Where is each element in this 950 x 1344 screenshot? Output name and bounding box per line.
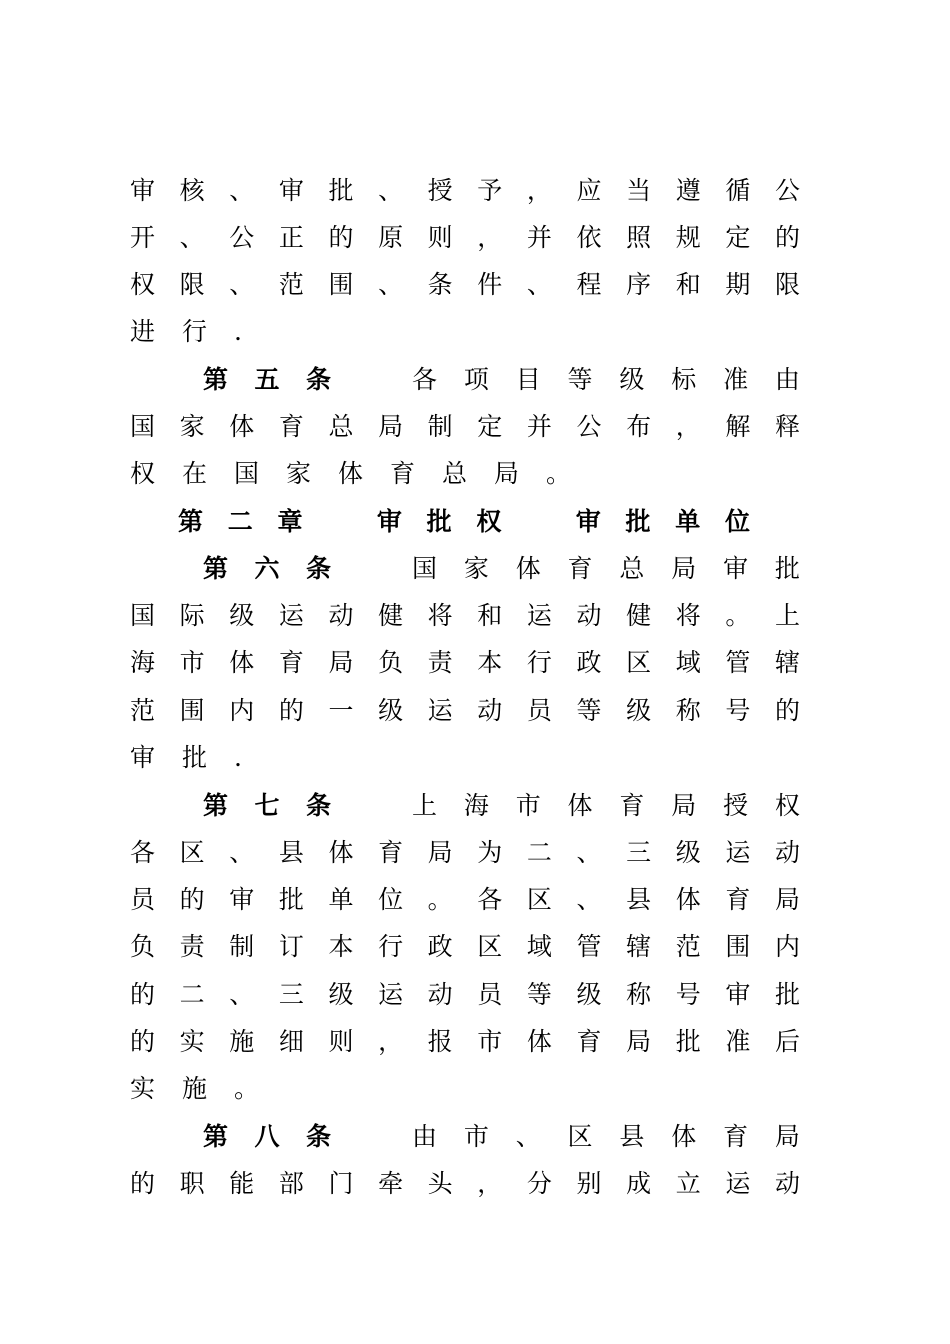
char: 第 [203,791,229,820]
text-line: 的二、三级运动员等级称号审批 [130,980,800,1009]
char: 级 [619,365,645,394]
char: 国 [412,554,438,583]
char: 权 [774,791,800,820]
char: 体 [515,554,541,583]
char: 八 [254,1122,280,1151]
char: 由 [412,1122,438,1151]
text-line: 国家体育总局制定并公布，解释 [130,412,800,441]
char: 标 [671,365,697,394]
text-line: 的职能部门牵头，分别成立运动 [130,1169,800,1198]
char: 家 [463,554,489,583]
char: 授 [723,791,749,820]
text-line: 范围内的一级运动员等级称号的 [130,696,800,725]
char: 总 [619,554,645,583]
text-line: 员的审批单位。各区、县体育局 [130,885,800,914]
article-7-heading-line [203,782,800,829]
char: 局 [774,1122,800,1151]
char: 等 [567,365,593,394]
char: 区 [567,1122,593,1151]
text-line: 负责制订本行政区域管辖范围内 [130,932,800,961]
article-5-heading-line [203,356,800,403]
article-6-heading-line [203,545,800,592]
char: 第 [203,554,229,583]
char: 育 [723,1122,749,1151]
char: 第 [203,365,229,394]
char: 条 [305,554,331,583]
char: 体 [671,1122,697,1151]
char: 县 [619,1122,645,1151]
text-line: 权限、范围、条件、程序和期限 [130,270,800,299]
char: 海 [463,791,489,820]
char: 六 [254,554,280,583]
text-line: 开、公正的原则，并依照规定的 [130,223,800,252]
char: 局 [671,554,697,583]
char: 体 [567,791,593,820]
char: 五 [254,365,280,394]
char: 项 [463,365,489,394]
text-line: 实施。 [130,1074,287,1103]
char: 条 [305,365,331,394]
char: 市 [515,791,541,820]
article-6-label [203,545,331,592]
chapter-2-heading: 第二章 审批权 审批单位 [178,507,750,536]
char: 七 [254,791,280,820]
char: 由 [774,365,800,394]
text-line: 的实施细则，报市体育局批准后 [130,1027,800,1056]
article-8-label [203,1113,331,1160]
text-line: 海市体育局负责本行政区域管辖 [130,648,800,677]
char: 条 [305,791,331,820]
char: 市 [463,1122,489,1151]
text-line: 权在国家体育总局。 [130,459,599,488]
char: 上 [412,791,438,820]
char: 第 [203,1122,229,1151]
article-5-label [203,356,331,403]
char: 、 [515,1122,541,1151]
char: 准 [723,365,749,394]
text-line: 审核、审批、授予，应当遵循公 [130,176,800,205]
char: 目 [515,365,541,394]
article-8-first-line [412,1113,800,1160]
article-7-first-line [412,782,800,829]
char: 局 [671,791,697,820]
char: 批 [774,554,800,583]
article-7-label [203,782,331,829]
text-line: 审批. [130,743,269,772]
article-6-first-line [412,545,800,592]
char: 审 [723,554,749,583]
text-line: 国际级运动健将和运动健将。上 [130,601,800,630]
text-line: 各区、县体育局为二、三级运动 [130,838,800,867]
char: 育 [619,791,645,820]
char: 育 [567,554,593,583]
article-8-heading-line [203,1113,800,1160]
char: 各 [412,365,438,394]
text-line: 进行. [130,317,269,346]
article-5-first-line [412,356,800,403]
char: 条 [305,1122,331,1151]
